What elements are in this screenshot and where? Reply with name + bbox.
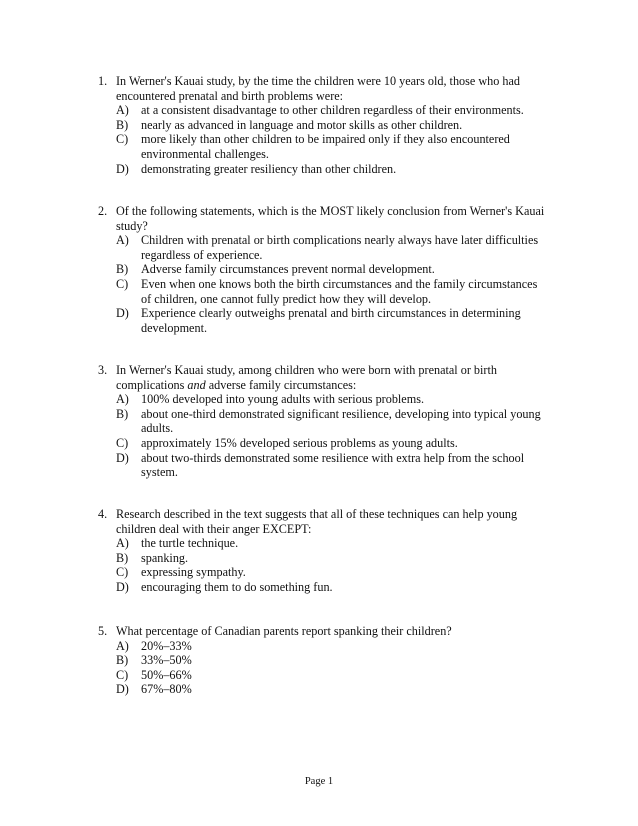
option-label: A)	[116, 103, 129, 118]
question-stem: What percentage of Canadian parents report spanking their children?	[116, 624, 452, 638]
option-b	[116, 118, 548, 133]
question-number: 4.	[98, 507, 108, 521]
option-label: C)	[116, 667, 129, 682]
option-c	[116, 277, 548, 306]
question-number: 3.	[98, 363, 108, 377]
option-text: 33%–50%	[141, 653, 192, 668]
option-label: B)	[116, 262, 129, 277]
option-text: more likely than other children to be impaired only if they also encountered environmental challenges.	[141, 132, 510, 161]
option-d	[116, 451, 548, 480]
option-label: D)	[116, 306, 129, 321]
option-text: about two-thirds demonstrated some resilience with extra help from the school system.	[141, 450, 525, 480]
option-a	[116, 536, 548, 551]
option-label: C)	[116, 276, 129, 291]
option-text: 67%–80%	[141, 682, 192, 697]
question-number: 5.	[98, 624, 108, 638]
option-label: C)	[116, 565, 129, 580]
option-label: D)	[116, 682, 129, 697]
option-text: the turtle technique.	[141, 536, 239, 551]
option-c	[116, 436, 548, 451]
option-text: at a consistent disadvantage to other children regardless of their environments.	[141, 103, 524, 118]
option-list	[116, 233, 548, 335]
option-c	[116, 668, 548, 683]
option-b	[116, 407, 548, 436]
option-label: A)	[116, 233, 129, 248]
option-a	[116, 103, 548, 118]
option-text: Adverse family circumstances prevent normal development.	[141, 262, 435, 277]
option-label: A)	[116, 536, 129, 551]
option-d	[116, 580, 548, 595]
option-b	[116, 653, 548, 668]
option-label: D)	[116, 579, 129, 594]
option-list	[116, 536, 548, 594]
option-text: expressing sympathy.	[141, 565, 246, 580]
question-2	[98, 204, 548, 335]
option-label: B)	[116, 550, 129, 565]
option-text: Experience clearly outweighs prenatal and birth circumstances in determining development.	[141, 306, 521, 335]
question-number: 2.	[98, 204, 108, 218]
option-c	[116, 132, 548, 161]
option-a	[116, 639, 548, 654]
option-a	[116, 233, 548, 262]
question-4	[98, 507, 548, 595]
option-text: about one-third demonstrated significant resilience, developing into typical young adults.	[141, 406, 541, 436]
option-text: demonstrating greater resiliency than other children.	[141, 161, 397, 176]
option-label: B)	[116, 653, 129, 668]
option-label: B)	[116, 117, 129, 132]
option-a	[116, 392, 548, 407]
option-text: Children with prenatal or birth complications nearly always have later difficulties regardless of experience.	[141, 233, 539, 262]
option-b	[116, 262, 548, 277]
option-text: encouraging them to do something fun.	[141, 579, 333, 594]
question-number: 1.	[98, 74, 108, 88]
option-d	[116, 682, 548, 697]
option-b	[116, 551, 548, 566]
option-list	[116, 639, 548, 697]
option-d	[116, 162, 548, 177]
question-stem-emphasis: and	[187, 377, 206, 392]
option-text: spanking.	[141, 550, 189, 565]
option-text: 100% developed into young adults with serious problems.	[141, 392, 424, 407]
option-d	[116, 306, 548, 335]
option-c	[116, 565, 548, 580]
option-list	[116, 392, 548, 480]
option-label: A)	[116, 392, 129, 407]
option-text: Even when one knows both the birth circumstances and the family circumstances of children, one cannot fully predict how they will develop.	[141, 276, 538, 306]
option-text: approximately 15% developed serious problems as young adults.	[141, 435, 458, 450]
page-number: Page 1	[304, 776, 334, 787]
option-label: C)	[116, 435, 129, 450]
question-stem	[116, 363, 548, 392]
question-stem-part: adverse family circumstances:	[205, 377, 357, 392]
question-1	[98, 74, 548, 176]
question-stem: Of the following statements, which is the MOST likely conclusion from Werner's Kauai study?	[116, 204, 545, 233]
question-stem-part: In Werner's Kauai study, among children who were born with prenatal or birth complications	[116, 363, 497, 392]
option-label: A)	[116, 638, 129, 653]
option-label: B)	[116, 406, 129, 421]
question-3	[98, 363, 548, 480]
question-stem: In Werner's Kauai study, by the time the children were 10 years old, those who had encountered prenatal and birth problems were:	[116, 74, 520, 103]
option-label: D)	[116, 450, 129, 465]
question-stem: Research described in the text suggests that all of these techniques can help young children deal with their anger EXCEPT:	[116, 507, 518, 536]
page-footer	[0, 775, 638, 790]
option-text: nearly as advanced in language and motor skills as other children.	[141, 117, 463, 132]
option-text: 20%–33%	[141, 638, 192, 653]
option-label: C)	[116, 132, 129, 147]
question-5	[98, 624, 548, 697]
option-list	[116, 103, 548, 176]
option-text: 50%–66%	[141, 667, 192, 682]
option-label: D)	[116, 161, 129, 176]
